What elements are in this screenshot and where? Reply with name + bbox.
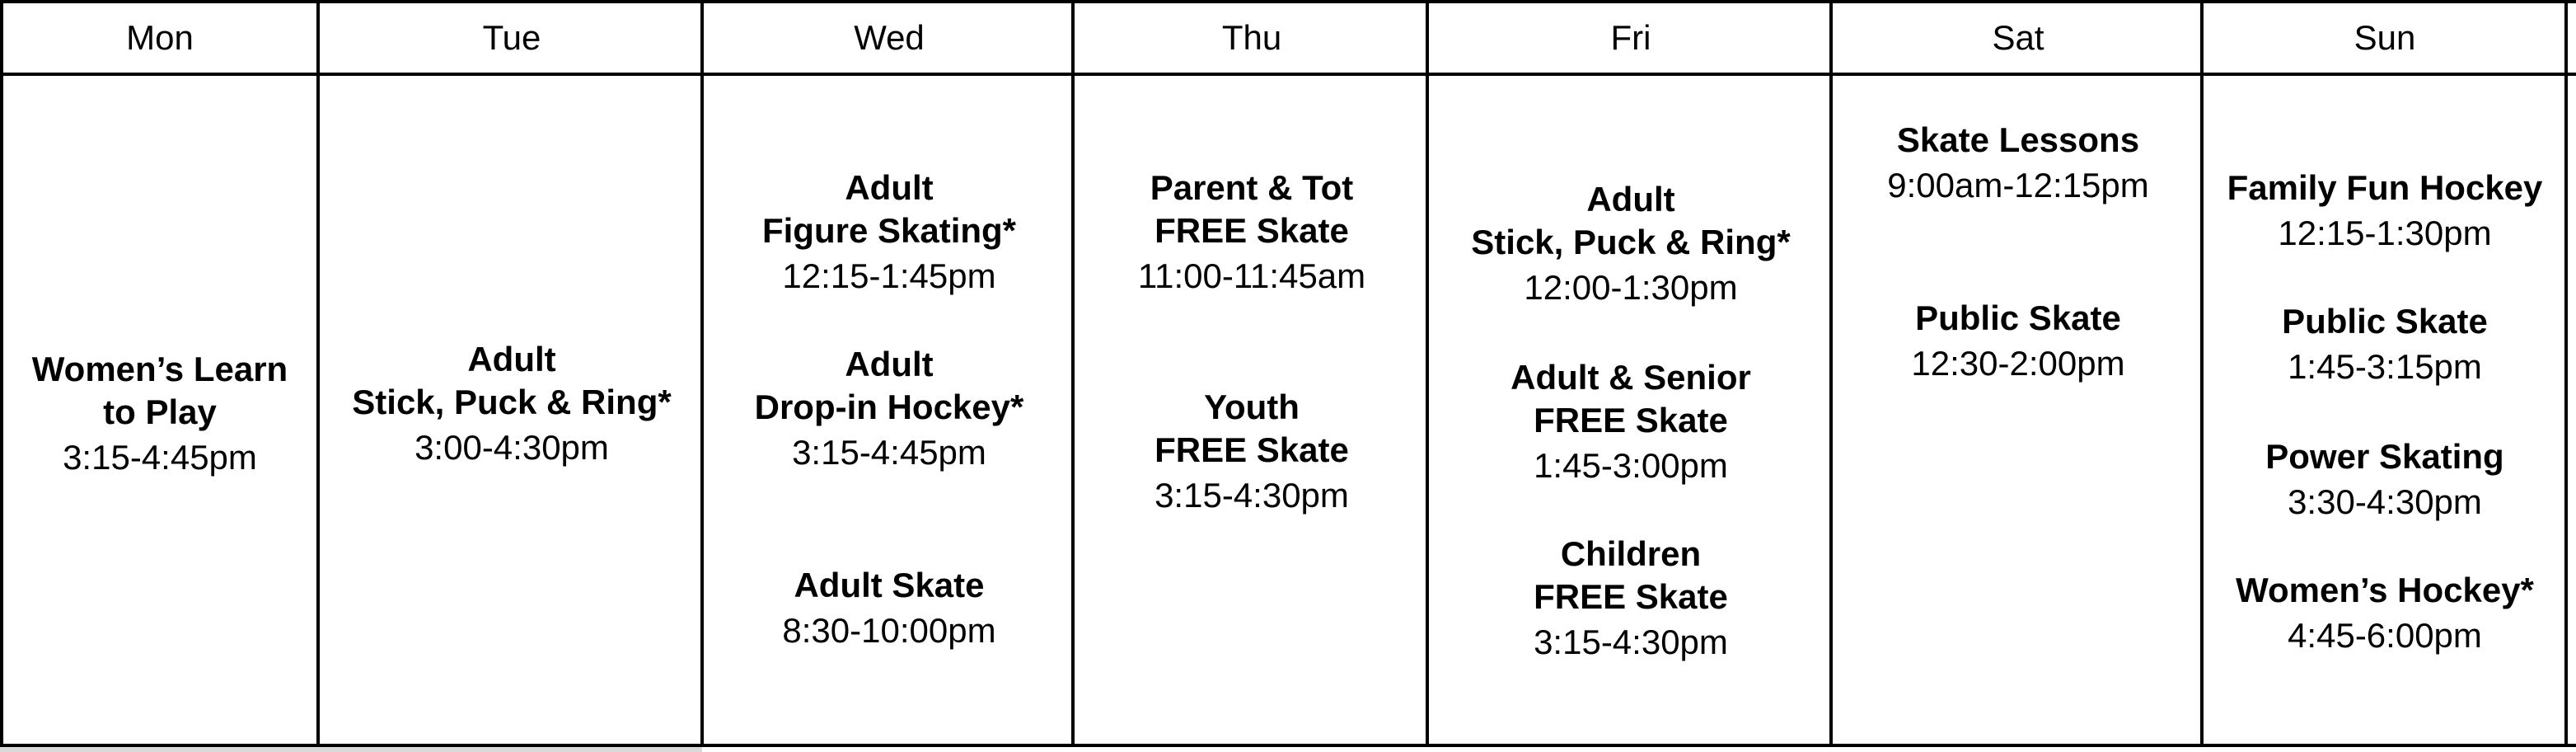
event-youth-free-skate: [1076, 386, 1427, 519]
day-cell-thu: [1076, 76, 1427, 745]
event-family-fun-hockey: [2205, 167, 2564, 257]
event-time: 8:30-10:00pm: [782, 611, 996, 650]
day-header-sun: Sun: [2354, 18, 2416, 57]
event-time: 3:15-4:45pm: [63, 438, 257, 477]
event-time: 11:00-11:45am: [1137, 256, 1366, 295]
day-header-wed: Wed: [854, 18, 925, 57]
column-border: [0, 0, 3, 747]
column-border: [2200, 0, 2204, 747]
event-time: 3:15-4:45pm: [792, 433, 986, 472]
day-cell-wed: [705, 76, 1073, 745]
event-power-skating: [2205, 435, 2564, 526]
event-title: Parent & Tot FREE Skate: [1150, 168, 1354, 250]
event-time: 3:00-4:30pm: [415, 428, 609, 467]
event-title: Skate Lessons: [1896, 120, 2140, 159]
event-title: Women’s Learn to Play: [31, 350, 288, 431]
header-divider: [0, 73, 2576, 76]
event-public-skate: [2205, 300, 2564, 391]
day-header-mon: Mon: [126, 18, 194, 57]
table-top-border: [0, 0, 2576, 3]
event-title: Public Skate: [2282, 302, 2488, 341]
column-border: [1426, 0, 1429, 747]
event-time: 3:30-4:30pm: [2288, 482, 2482, 521]
day-cell-sat: [1834, 76, 2202, 745]
next-row-edge: [0, 747, 702, 752]
event-time: 3:15-4:30pm: [1534, 623, 1728, 661]
event-title: Family Fun Hockey: [2227, 168, 2543, 207]
event-time: 9:00am-12:15pm: [1887, 166, 2149, 204]
event-womens-hockey: [2205, 569, 2564, 660]
event-title: Adult Stick, Puck & Ring*: [352, 340, 672, 421]
event-womens-learn-to-play: [2, 348, 318, 482]
event-public-skate: [1834, 297, 2202, 388]
event-time: 4:45-6:00pm: [2288, 616, 2482, 655]
event-parent-tot-free-skate: [1076, 167, 1427, 300]
event-time: 12:00-1:30pm: [1524, 268, 1738, 307]
event-title: Women’s Hockey*: [2236, 571, 2534, 609]
event-adult-figure-skating: [705, 167, 1073, 300]
day-cell-tue: [321, 76, 702, 745]
event-title: Children FREE Skate: [1534, 534, 1728, 616]
column-border: [700, 0, 704, 747]
event-time: 3:15-4:30pm: [1155, 476, 1349, 515]
day-cell-mon: [2, 76, 318, 745]
day-header-thu: Thu: [1221, 18, 1282, 57]
event-title: Youth FREE Skate: [1155, 388, 1349, 469]
event-time: 12:15-1:45pm: [782, 256, 996, 295]
event-title: Public Skate: [1915, 298, 2121, 337]
event-title: Adult Drop-in Hockey*: [754, 345, 1024, 426]
day-cell-fri: [1431, 76, 1831, 745]
event-adult-stick-puck-ring: [1431, 178, 1831, 312]
column-border: [316, 0, 320, 747]
event-title: Adult & Senior FREE Skate: [1510, 358, 1751, 439]
event-adult-drop-in-hockey: [705, 343, 1073, 477]
event-title: Adult Figure Skating*: [761, 168, 1017, 250]
day-cell-sun: [2205, 76, 2564, 745]
column-border: [1829, 0, 1833, 747]
event-time: 12:30-2:00pm: [1911, 344, 2125, 383]
column-border: [1071, 0, 1075, 747]
event-title: Adult Stick, Puck & Ring*: [1471, 180, 1791, 261]
day-header-fri: Fri: [1610, 18, 1651, 57]
event-time: 1:45-3:15pm: [2288, 347, 2482, 386]
day-header-sat: Sat: [1992, 18, 2044, 57]
event-title: Power Skating: [2265, 437, 2504, 476]
event-time: 1:45-3:00pm: [1534, 446, 1728, 485]
column-border: [2564, 0, 2568, 747]
event-title: Adult Skate: [794, 566, 985, 604]
event-adult-skate: [705, 564, 1073, 655]
event-skate-lessons: [1834, 119, 2202, 209]
event-adult-senior-free-skate: [1431, 356, 1831, 490]
event-adult-stick-puck-ring: [321, 338, 702, 472]
event-time: 12:15-1:30pm: [2278, 214, 2492, 252]
day-header-tue: Tue: [482, 18, 541, 57]
event-children-free-skate: [1431, 533, 1831, 666]
